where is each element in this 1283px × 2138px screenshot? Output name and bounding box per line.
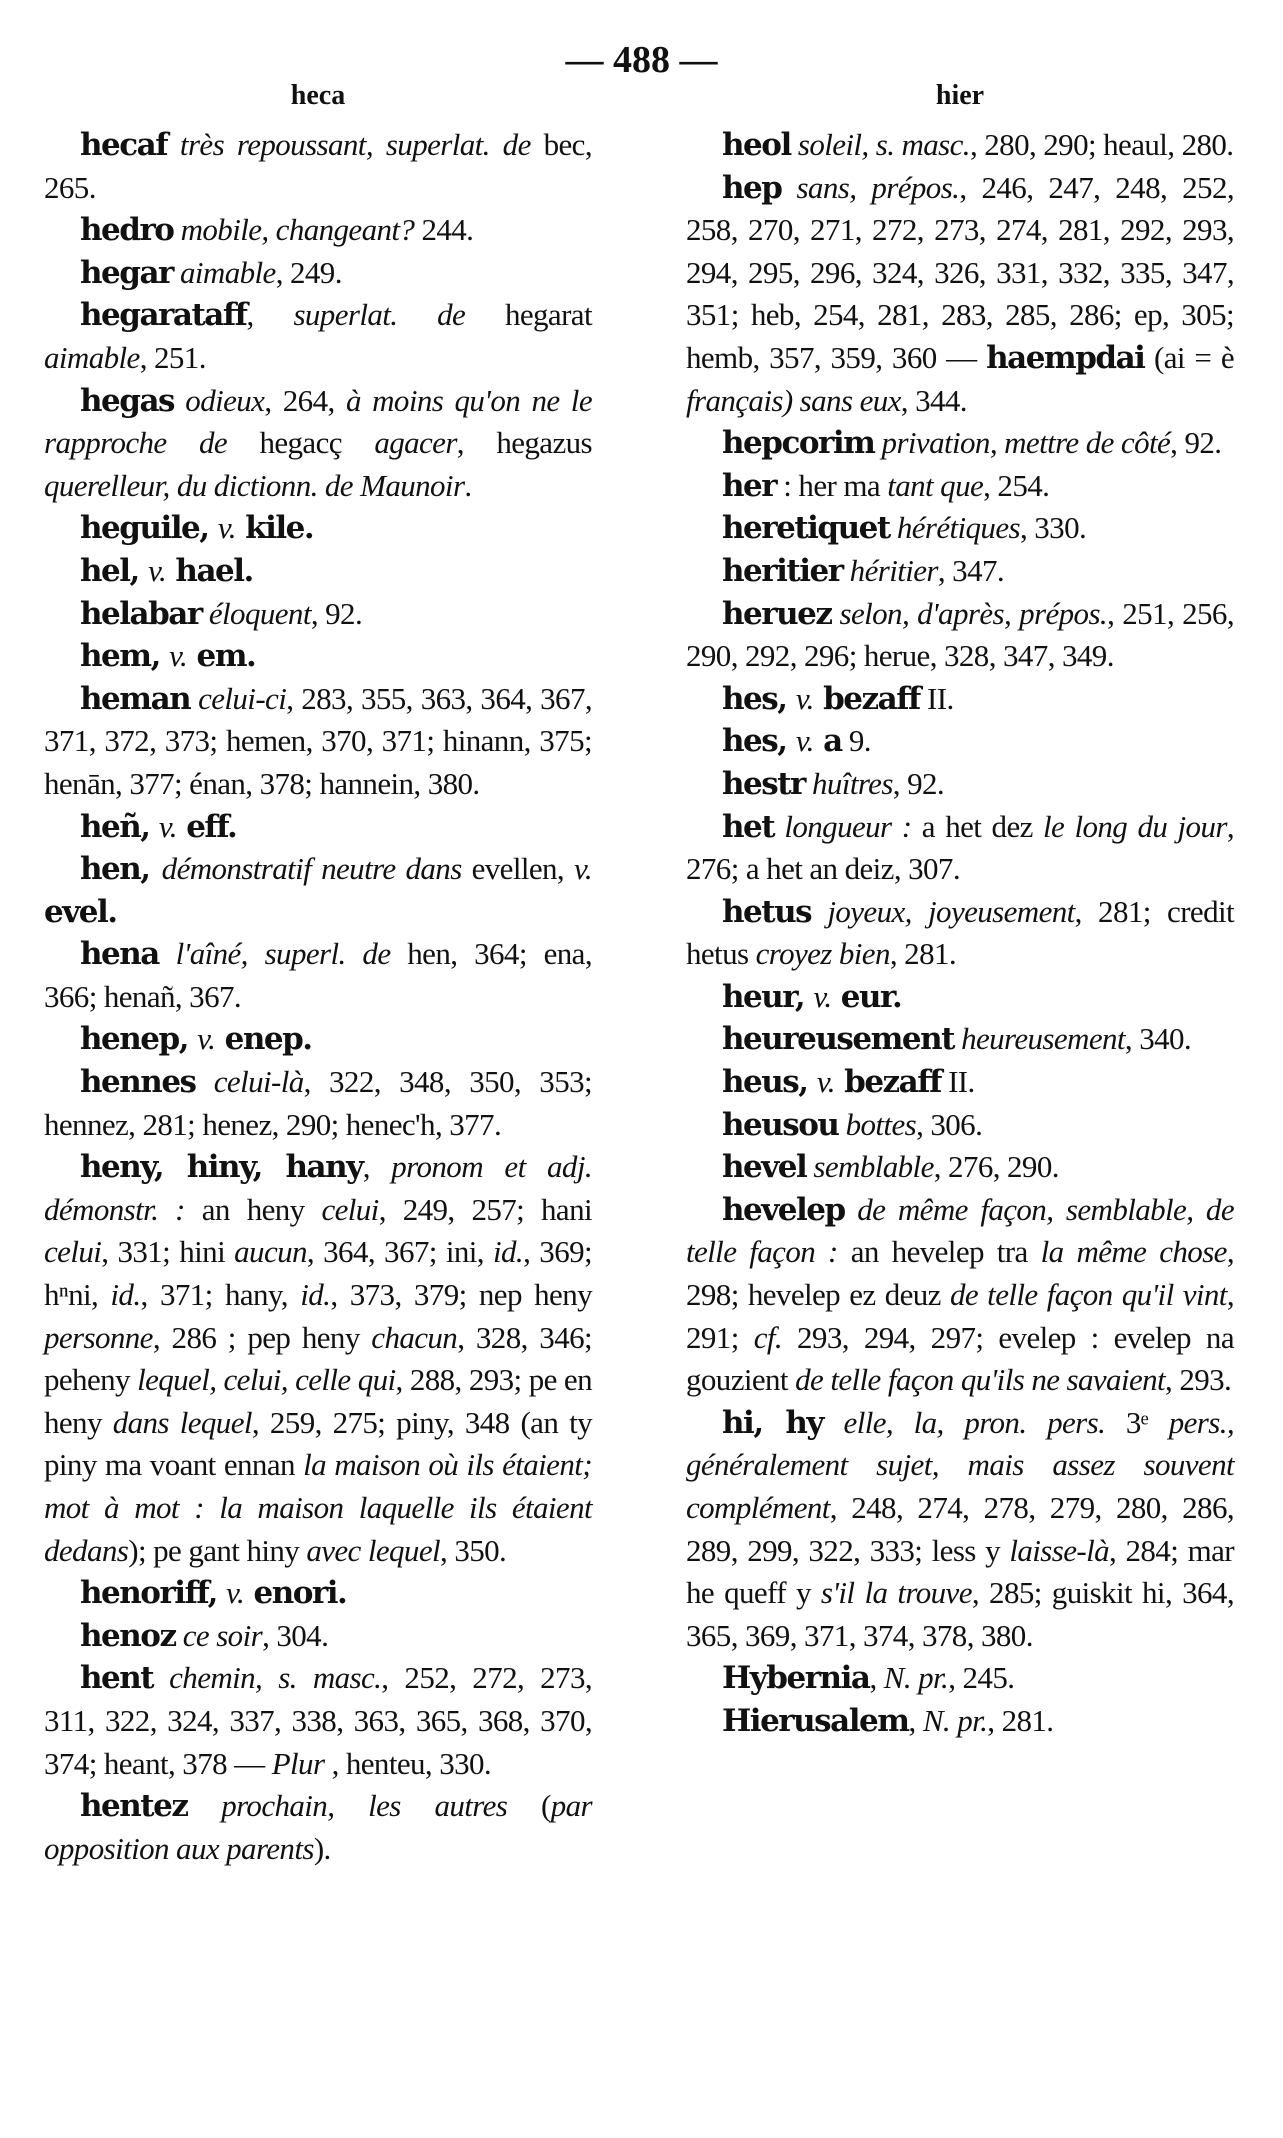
entry-text: 244.	[414, 212, 474, 248]
entry-headword: hel,	[80, 552, 149, 589]
dictionary-entry	[686, 891, 1234, 976]
entry-gloss: v.	[813, 978, 832, 1014]
dictionary-entry	[686, 806, 1234, 891]
entry-headword: heus,	[722, 1064, 817, 1101]
entry-gloss: N. pr.	[883, 1660, 949, 1696]
dictionary-entry	[686, 763, 1234, 806]
entry-gloss: pronom et adj. démonstr. :	[44, 1149, 592, 1227]
dictionary-entry	[686, 720, 1234, 763]
entry-text: ); pe gant hiny	[128, 1532, 307, 1568]
entry-gloss: celui-ci	[190, 680, 287, 716]
dictionary-entry	[44, 380, 592, 508]
entry-headword: Hierusalem	[722, 1702, 909, 1739]
entry-gloss: de même façon, semblable, de telle façon :	[686, 1191, 1234, 1270]
entry-text: , 283, 355, 363, 364, 367, 371, 372, 373; hemen, 370, 371; hinann, 375; henān, 377; énan, 378; hannein, 380.	[44, 680, 592, 801]
entry-gloss: soleil, s. masc.	[790, 127, 970, 162]
entry-gloss: hérétiques	[889, 510, 1020, 546]
entry-headword: het	[722, 808, 775, 845]
entry-text: a het dez	[911, 808, 1044, 844]
entry-text: , 331; hini	[101, 1234, 235, 1270]
entry-gloss: N. pr.	[922, 1702, 988, 1738]
entry-headword: hecaf	[80, 127, 168, 163]
entry-text: 9.	[841, 723, 871, 759]
entry-gloss: la maison où ils étaient; mot à mot : la maison laquelle ils étaient dedans	[44, 1447, 592, 1568]
entry-headword: heritier	[722, 552, 843, 589]
entry-headword: hena	[80, 936, 159, 973]
entry-text: , 293.	[1165, 1362, 1232, 1398]
dictionary-entry	[686, 1189, 1234, 1402]
entry-text: , 340.	[1124, 1021, 1192, 1057]
entry-text: hegacç	[227, 425, 375, 461]
entry-text: , 347.	[937, 552, 1005, 588]
entry-text: , 251.	[139, 339, 206, 375]
page-number: — 488 —	[565, 39, 718, 81]
entry-text: , 322, 348, 350, 353; hennez, 281; henez, 290; henec'h, 377.	[44, 1064, 593, 1142]
entry-text: bec, 265.	[44, 127, 592, 205]
entry-text: , hegazus	[456, 425, 592, 461]
entry-headword: heruez	[722, 595, 832, 632]
entry-headword: haempdai	[986, 339, 1145, 376]
dictionary-entry	[44, 806, 592, 849]
entry-gloss: le long du jour	[1043, 808, 1227, 844]
dictionary-entry	[44, 209, 592, 252]
entry-gloss: id.	[300, 1277, 331, 1313]
entry-text: , 276, 290.	[933, 1149, 1059, 1185]
entry-headword: hes,	[722, 680, 796, 717]
entry-gloss: id.	[493, 1234, 524, 1270]
entry-gloss: éloquent	[201, 595, 311, 631]
entry-gloss: bottes	[838, 1106, 917, 1142]
entry-headword: enep.	[215, 1021, 312, 1058]
entry-headword: hes,	[722, 723, 796, 760]
entry-gloss: s'il la trouve	[820, 1575, 972, 1611]
entry-headword: hetus	[722, 893, 812, 930]
entry-headword: heñ,	[80, 808, 159, 845]
entry-gloss: mobile, changeant?	[173, 212, 415, 248]
entry-headword: henep,	[80, 1021, 198, 1058]
entry-gloss: huîtres	[804, 765, 893, 801]
dictionary-entry	[44, 1572, 592, 1615]
entry-headword: hegas	[80, 382, 174, 419]
entry-text: ,	[362, 1149, 392, 1185]
running-head-right: hier	[935, 80, 985, 111]
entry-headword: hentez	[80, 1788, 188, 1825]
entry-gloss: de telle façon qu'ils ne savaient	[795, 1362, 1166, 1398]
entry-text: , 369; hⁿni,	[44, 1234, 593, 1313]
dictionary-entry	[686, 550, 1234, 593]
dictionary-entry	[686, 465, 1234, 508]
entry-text: , 249, 257; hani	[378, 1191, 593, 1227]
entry-gloss: la même chose	[1040, 1234, 1227, 1270]
entry-gloss: personne	[44, 1319, 153, 1355]
dictionary-entry	[44, 252, 592, 295]
dictionary-entry	[686, 1061, 1234, 1104]
entry-text: an heny	[184, 1191, 322, 1227]
entry-gloss: odieux	[173, 382, 265, 418]
entry-text: , 249.	[275, 254, 342, 290]
entry-text: , 280, 290; heaul, 280.	[969, 127, 1234, 162]
entry-text: , 288, 293; pe en heny	[44, 1362, 592, 1440]
entry-headword: heol	[722, 127, 791, 163]
entry-gloss: v.	[217, 510, 236, 546]
entry-headword: enori.	[244, 1575, 347, 1612]
entry-headword: eff.	[176, 808, 237, 845]
dictionary-entry	[44, 593, 592, 636]
entry-text: evellen,	[461, 851, 574, 887]
dictionary-entry	[44, 124, 592, 209]
entry-gloss: sans, prépos.	[781, 169, 960, 205]
dictionary-entry	[44, 1061, 592, 1146]
dictionary-entry	[686, 1146, 1234, 1189]
entry-text: 293, 294, 297; evelep : evelep na gouzient	[686, 1319, 1234, 1398]
entry-headword: bezaff	[813, 680, 920, 717]
entry-headword: heusou	[722, 1106, 839, 1143]
entry-headword: heretiquet	[722, 510, 890, 547]
entry-text: an hevelep tra	[837, 1234, 1041, 1270]
dictionary-entry	[686, 124, 1234, 167]
entry-gloss: cf.	[753, 1319, 783, 1355]
entry-text: , 246, 247, 248, 252, 258, 270, 271, 272, 273, 274, 281, 292, 293, 294, 295, 296, 324, 326, 331, 332, 335, 347, 351; heb, 254, 281, 283, 285, 286; ep, 305; hemb, 357, 359, 360 —	[686, 169, 1234, 375]
entry-gloss: dans lequel	[112, 1404, 252, 1440]
left-column	[44, 124, 592, 1870]
entry-text: , 285; guiskit hi, 364, 365, 369, 371, 374, 378, 380.	[686, 1575, 1234, 1653]
entry-gloss: chacun	[371, 1319, 458, 1355]
entry-headword: eur.	[831, 978, 902, 1015]
entry-text: , 245.	[948, 1660, 1015, 1696]
entry-text: , 92.	[310, 595, 363, 631]
entry-gloss: par opposition aux parents	[44, 1788, 592, 1866]
entry-gloss: à moins qu'on ne le rapproche de	[44, 382, 592, 461]
entry-gloss: v.	[158, 808, 177, 844]
entry-text: ,	[869, 1660, 884, 1696]
entry-gloss: celui-là	[195, 1064, 304, 1100]
entry-text: , 373, 379; nep heny	[330, 1277, 592, 1313]
entry-gloss: v.	[795, 723, 814, 759]
entry-headword: hent	[80, 1660, 154, 1697]
entry-text: , 298; hevelep ez deuz	[686, 1234, 1234, 1313]
entry-headword: henoriff,	[80, 1575, 227, 1612]
entry-headword: heguile,	[80, 510, 218, 547]
entry-gloss: heureusement	[953, 1021, 1125, 1057]
entry-text: , 291;	[686, 1277, 1234, 1355]
entry-text: (	[507, 1788, 551, 1824]
entry-headword: a	[813, 723, 842, 760]
entry-headword: hegar	[80, 254, 173, 291]
entry-gloss: id.	[110, 1277, 141, 1313]
entry-text: , 254.	[983, 467, 1050, 503]
entry-headword: helabar	[80, 595, 202, 632]
entry-gloss: semblable	[806, 1149, 934, 1185]
entry-text: .	[464, 467, 472, 503]
entry-text: hegarat	[465, 297, 592, 333]
entry-text: , 304.	[262, 1617, 329, 1653]
entry-gloss: démonstratif neutre dans	[161, 851, 462, 887]
dictionary-entry	[686, 678, 1234, 721]
entry-text: 3ᵉ	[1105, 1404, 1169, 1440]
entry-gloss: v.	[795, 680, 814, 716]
entry-text: hen, 364; ena, 366; henañ, 367.	[44, 936, 592, 1014]
dictionary-entry	[686, 593, 1234, 678]
entry-gloss: celui	[321, 1191, 379, 1227]
entry-headword: Hybernia	[722, 1660, 870, 1697]
entry-headword: kile.	[235, 510, 314, 547]
dictionary-entry	[686, 167, 1234, 423]
entry-text: , 259, 275; piny, 348 (an ty piny ma voant ennan	[44, 1404, 592, 1483]
entry-headword: hem,	[80, 638, 170, 675]
entry-gloss: v.	[169, 638, 188, 674]
entry-text: , 92.	[1170, 425, 1222, 461]
entry-text: ).	[313, 1830, 331, 1866]
entry-gloss: v.	[226, 1575, 245, 1611]
entry-gloss: elle, la, pron. pers.	[822, 1404, 1106, 1440]
dictionary-entry	[44, 1615, 592, 1658]
entry-gloss: laisse-là	[1009, 1532, 1110, 1568]
dictionary-entry	[44, 550, 592, 593]
entry-text: , 281.	[889, 936, 957, 972]
entry-headword: heny, hiny, hany	[80, 1149, 363, 1186]
entry-headword: hep	[722, 169, 782, 206]
dictionary-entry	[44, 848, 592, 933]
entry-text: , henteu, 330.	[324, 1745, 492, 1781]
dictionary-entry	[686, 422, 1234, 465]
dictionary-entry	[44, 1146, 592, 1572]
dictionary-entry	[44, 507, 592, 550]
entry-gloss: v.	[148, 552, 167, 588]
entry-gloss: aucun	[234, 1234, 307, 1270]
entry-headword: henoz	[80, 1617, 176, 1654]
entry-headword: bezaff	[834, 1064, 941, 1101]
entry-gloss: aimable	[44, 339, 140, 375]
entry-headword: hestr	[722, 765, 805, 802]
right-column	[686, 124, 1234, 1743]
entry-text: , 281; credit hetus	[686, 893, 1234, 972]
entry-headword: em.	[187, 638, 256, 675]
entry-gloss: selon, d'après, prépos.	[831, 595, 1108, 631]
entry-gloss: héritier	[842, 552, 938, 588]
entry-headword: hevelep	[722, 1191, 845, 1228]
entry-text: , 264,	[264, 382, 346, 418]
entry-gloss: l'aîné, superl. de	[158, 936, 391, 972]
entry-gloss: superlat. de	[293, 297, 466, 333]
entry-headword: hi, hy	[722, 1404, 823, 1441]
entry-text: , 284; mar he queff y	[686, 1532, 1234, 1611]
entry-text: , 344.	[900, 382, 967, 418]
entry-headword: hevel	[722, 1149, 807, 1186]
entry-text: , 92.	[892, 765, 945, 801]
entry-gloss: français) sans eux	[686, 382, 901, 418]
entry-headword: hedro	[80, 212, 174, 249]
dictionary-entry	[44, 1785, 592, 1870]
entry-headword: heur,	[722, 978, 814, 1015]
entry-gloss: agacer	[374, 425, 457, 461]
dictionary-entry	[686, 1700, 1234, 1743]
entry-headword: hegarataff	[80, 297, 247, 334]
entry-text: , 248, 274, 278, 279, 280, 286, 289, 299, 322, 333; less y	[686, 1490, 1234, 1568]
entry-gloss: avec lequel	[306, 1532, 441, 1568]
entry-gloss: v.	[197, 1021, 216, 1057]
entry-text: , 276; a het an deiz, 307.	[686, 808, 1234, 887]
entry-headword: evel.	[44, 893, 117, 930]
entry-text: , 286 ; pep heny	[152, 1319, 372, 1355]
dictionary-entry	[686, 976, 1234, 1019]
entry-text: : her ma	[776, 467, 888, 503]
dictionary-entry	[44, 933, 592, 1018]
dictionary-entry	[44, 678, 592, 806]
entry-text: , 364, 367; ini,	[306, 1234, 493, 1270]
entry-text: , 306.	[916, 1106, 983, 1142]
entry-gloss: pers., généralement sujet, mais assez souvent complément	[686, 1404, 1235, 1525]
entry-gloss: prochain, les autres	[187, 1788, 508, 1824]
entry-headword: her	[722, 467, 777, 504]
entry-text: , 281.	[987, 1702, 1054, 1738]
entry-gloss: de telle façon qu'il vint	[949, 1277, 1227, 1313]
entry-text: , 251, 256, 290, 292, 296; herue, 328, 347, 349.	[686, 595, 1234, 674]
entry-gloss: querelleur, du dictionn. de Maunoir	[44, 467, 465, 503]
entry-gloss: longueur :	[774, 808, 912, 844]
entry-text: , 330.	[1019, 510, 1087, 546]
entry-text: (ai = è	[1144, 339, 1234, 375]
entry-gloss: lequel, celui, celle qui	[137, 1362, 396, 1398]
entry-headword: hennes	[80, 1064, 196, 1101]
running-head-left: heca	[290, 80, 346, 111]
dictionary-entry	[686, 1018, 1234, 1061]
entry-gloss: très repoussant, superlat. de	[167, 127, 531, 162]
dictionary-entry	[686, 1657, 1234, 1700]
entry-gloss: v.	[573, 851, 592, 887]
entry-gloss: v.	[816, 1064, 835, 1100]
entry-text: ,	[908, 1702, 923, 1738]
entry-text: II.	[919, 680, 954, 716]
entry-gloss: Plur	[271, 1745, 325, 1781]
entry-headword: hen,	[80, 851, 162, 888]
entry-gloss: ce soir	[175, 1617, 263, 1653]
entry-text: ,	[246, 297, 294, 333]
dictionary-entry	[44, 1018, 592, 1061]
dictionary-entry	[686, 1104, 1234, 1147]
entry-gloss: tant que	[887, 467, 984, 503]
entry-gloss: privation, mettre de côté	[874, 425, 1171, 461]
entry-text: , 371; hany,	[140, 1277, 301, 1313]
dictionary-entry	[44, 294, 592, 379]
entry-text: II.	[940, 1064, 975, 1100]
entry-headword: heman	[80, 680, 191, 717]
entry-text: , 350.	[440, 1532, 507, 1568]
entry-gloss: aimable	[172, 254, 276, 290]
entry-gloss: chemin, s. masc.	[153, 1660, 382, 1696]
dictionary-entry	[44, 1657, 592, 1785]
entry-text: , 252, 272, 273, 311, 322, 324, 337, 338, 363, 365, 368, 370, 374; heant, 378 —	[44, 1660, 592, 1781]
entry-headword: hael.	[166, 552, 253, 589]
entry-gloss: croyez bien	[755, 936, 890, 972]
dictionary-entry	[686, 1402, 1234, 1658]
dictionary-entry	[686, 507, 1234, 550]
entry-gloss: celui	[44, 1234, 102, 1270]
dictionary-entry	[44, 635, 592, 678]
entry-headword: hepcorim	[722, 425, 875, 462]
entry-headword: heureusement	[722, 1021, 954, 1058]
entry-text: , 328, 346; peheny	[44, 1319, 593, 1398]
entry-gloss: joyeux, joyeusement	[811, 893, 1075, 929]
